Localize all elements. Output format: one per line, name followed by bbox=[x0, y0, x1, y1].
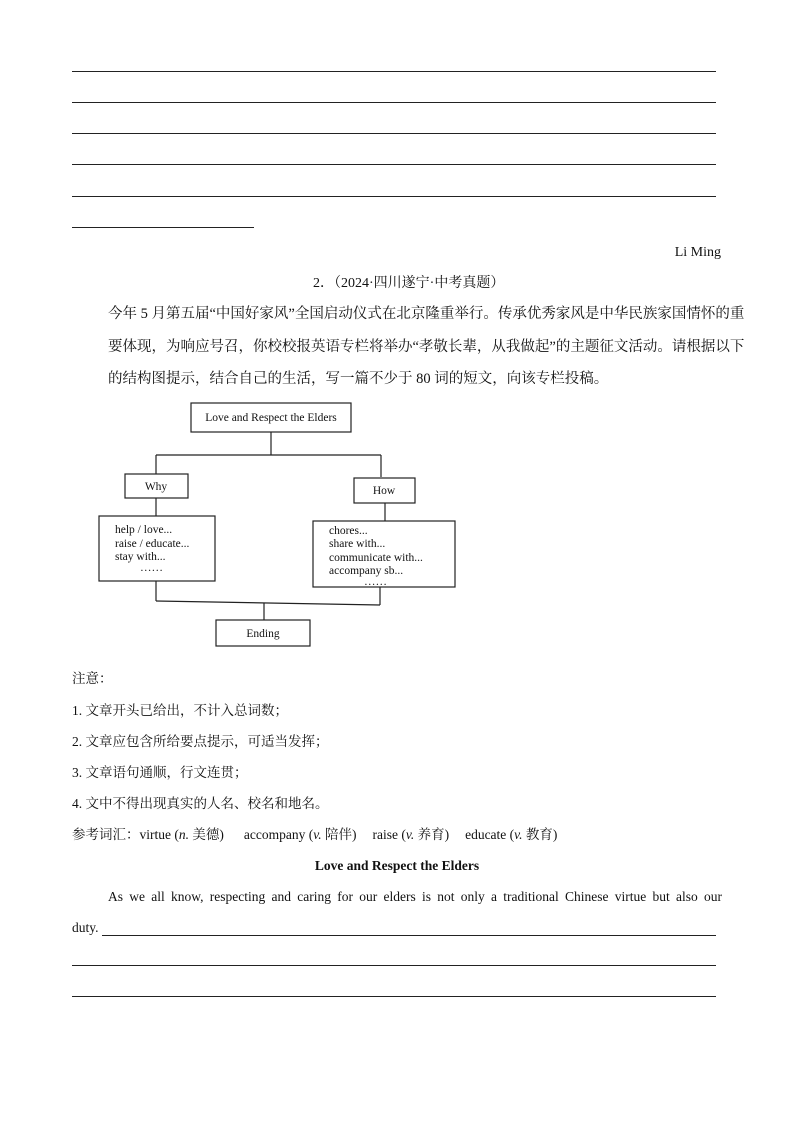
note-item: 4. 文中不得出现真实的人名、校名和地名。 bbox=[72, 796, 329, 811]
prompt-line-1: 今年 5 月第五届“中国好家风”全国启动仪式在北京隆重举行。传承优秀家风是中华民族家国情怀的重 bbox=[108, 306, 745, 322]
note-item: 2. 文章应包含所给要点提示，可适当发挥； bbox=[72, 734, 329, 749]
structure-diagram bbox=[90, 396, 470, 654]
vocab-entry: virtue (n. 美德) bbox=[139, 827, 224, 842]
essay-opening-line-1: As we all know, respecting and caring for our elders is not only a traditional Chinese virtue but also our bbox=[108, 889, 722, 904]
vocab-entry: accompany (v. 陪伴) bbox=[243, 827, 357, 842]
answer-line[interactable] bbox=[72, 133, 716, 134]
answer-line[interactable] bbox=[72, 996, 716, 997]
note-item: 3. 文章语句通顺，行文连贯； bbox=[72, 765, 248, 780]
answer-line-short[interactable] bbox=[72, 227, 254, 228]
diagram-ending: Ending bbox=[246, 628, 280, 640]
vocab-label: 参考词汇： bbox=[72, 827, 140, 842]
diagram-why-item: help / love... bbox=[115, 524, 173, 536]
diagram-why-item: raise / educate... bbox=[115, 538, 190, 550]
diagram-how-heading: How bbox=[372, 485, 396, 497]
vocab-entry: raise (v. 养育) bbox=[372, 827, 450, 842]
diagram-title: Love and Respect the Elders bbox=[205, 412, 337, 424]
diagram-why-heading: Why bbox=[144, 481, 168, 493]
diagram-how-item: communicate with... bbox=[329, 552, 423, 564]
essay-opening-line-2: duty. bbox=[72, 920, 99, 935]
answer-line[interactable] bbox=[72, 71, 716, 72]
answer-line[interactable] bbox=[72, 965, 716, 966]
answer-line[interactable] bbox=[102, 935, 716, 936]
question-header bbox=[313, 275, 504, 293]
diagram-why-item: stay with... bbox=[115, 551, 166, 563]
note-item: 1. 文章开头已给出，不计入总词数； bbox=[72, 703, 288, 718]
signature: Li Ming bbox=[674, 245, 721, 260]
question-source: （2024·四川遂宁·中考真题） bbox=[334, 276, 505, 291]
answer-line[interactable] bbox=[72, 164, 716, 165]
vocab-entry: educate (v. 教育) bbox=[465, 827, 558, 842]
answer-line[interactable] bbox=[72, 102, 716, 103]
diagram-how-item: accompany sb... bbox=[329, 565, 404, 577]
diagram-how-item: share with... bbox=[329, 538, 386, 550]
diagram-how-item: …… bbox=[364, 576, 387, 588]
diagram-how-item: chores... bbox=[329, 525, 368, 537]
answer-line[interactable] bbox=[72, 196, 716, 197]
essay-title: Love and Respect the Elders bbox=[314, 858, 480, 873]
prompt-line-2: 要体现，为响应号召，你校校报英语专栏将举办“孝敬长辈，从我做起”的主题征文活动。请根据以下 bbox=[108, 339, 745, 355]
vocab-line bbox=[72, 826, 557, 844]
diagram-why-item: …… bbox=[140, 562, 163, 574]
prompt-line-3: 的结构图提示，结合自己的生活，写一篇不少于 80 词的短文，向该专栏投稿。 bbox=[108, 371, 609, 387]
question-number: 2． bbox=[313, 276, 334, 291]
notes-heading: 注意： bbox=[72, 671, 113, 686]
